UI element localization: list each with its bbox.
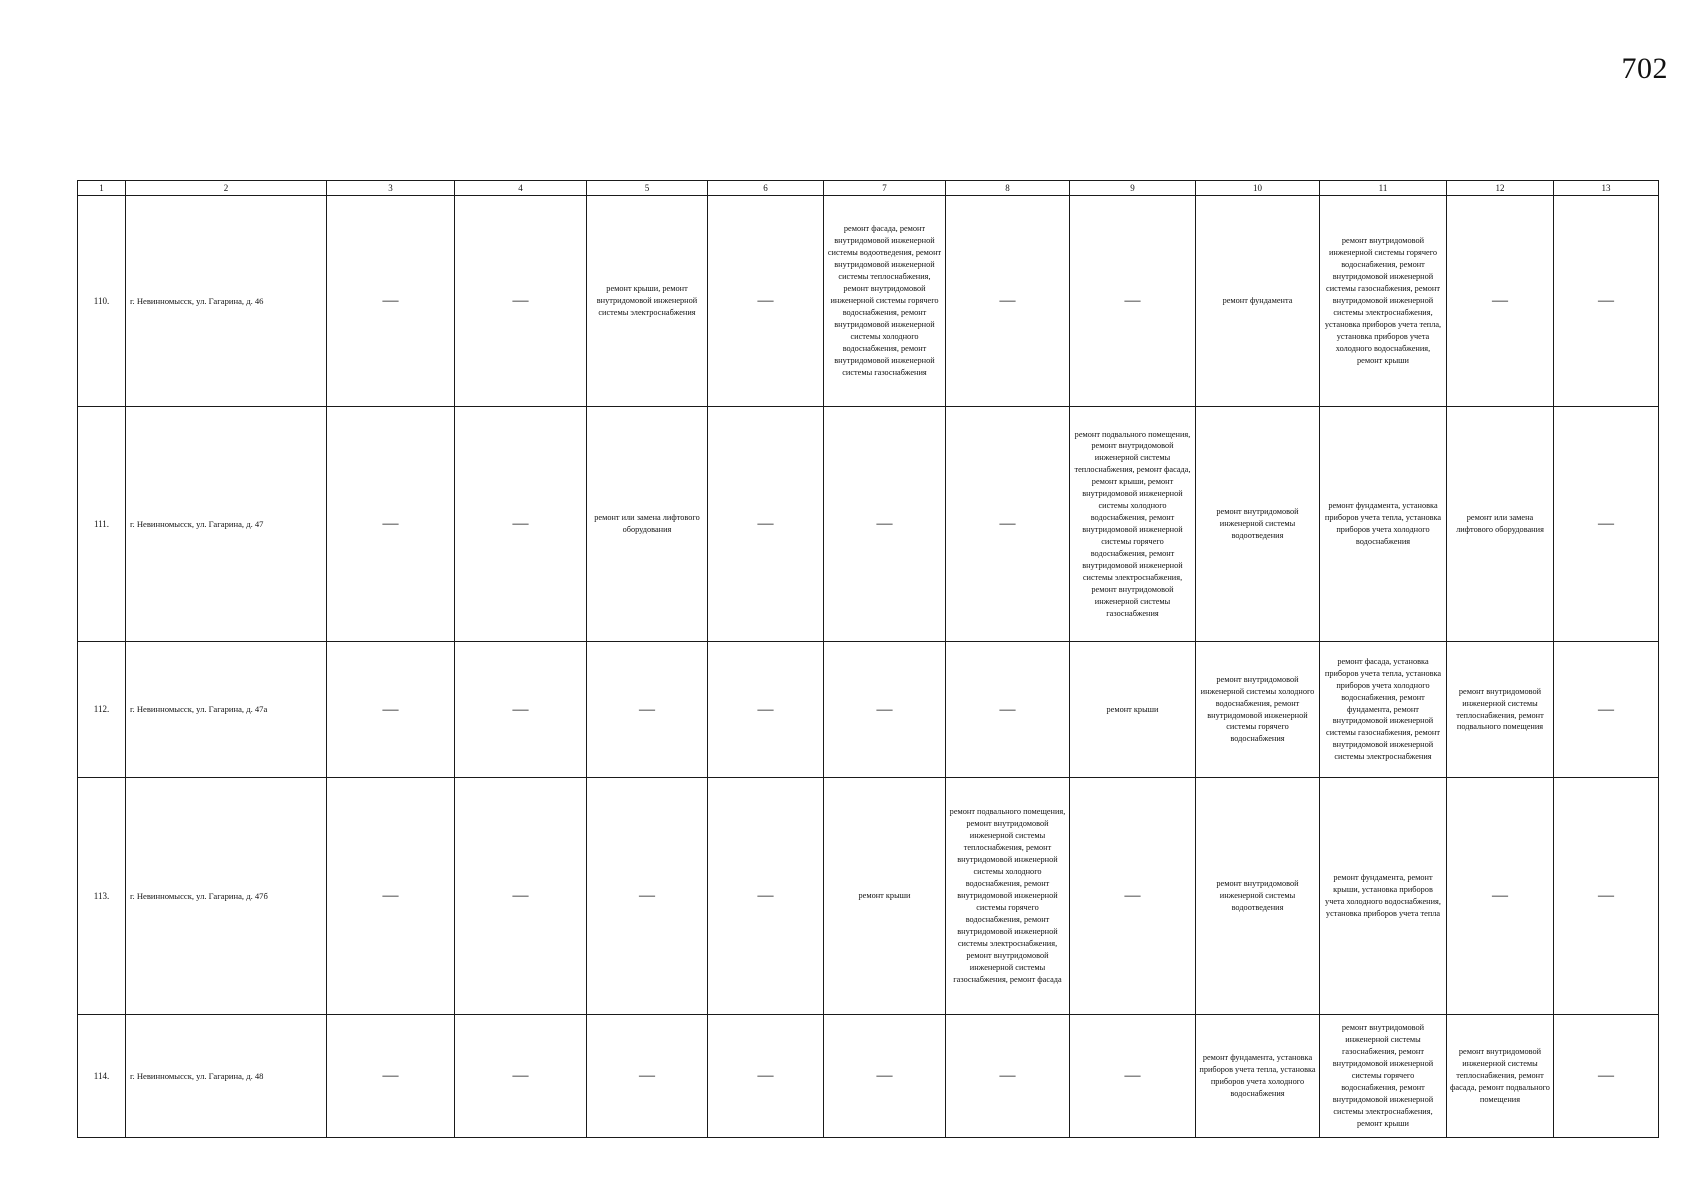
- table-cell: —: [1070, 778, 1196, 1015]
- table-cell: ремонт фундамента, установка приборов учета тепла, установка приборов учета холодного водоснабжения: [1196, 1015, 1320, 1138]
- row-number: 110.: [78, 196, 126, 407]
- column-number: 7: [824, 181, 946, 196]
- table-cell: —: [587, 1015, 708, 1138]
- row-number: 111.: [78, 407, 126, 642]
- column-number: 8: [946, 181, 1070, 196]
- table-cell: —: [946, 196, 1070, 407]
- column-number: 11: [1320, 181, 1447, 196]
- table-cell: ремонт фундамента, установка приборов учета тепла, установка приборов учета холодного водоснабжения: [1320, 407, 1447, 642]
- table-cell: —: [327, 1015, 455, 1138]
- table-cell: ремонт внутридомовой инженерной системы теплоснабжения, ремонт фасада, ремонт подвального помещения: [1447, 1015, 1554, 1138]
- table-cell: —: [1554, 196, 1659, 407]
- table-row: [78, 642, 1659, 778]
- table-cell: —: [708, 642, 824, 778]
- column-number: 3: [327, 181, 455, 196]
- row-address: г. Невинномысск, ул. Гагарина, д. 47а: [126, 642, 327, 778]
- table-cell: —: [1070, 1015, 1196, 1138]
- table-row: [78, 778, 1659, 1015]
- column-number: 2: [126, 181, 327, 196]
- table-row: [78, 196, 1659, 407]
- table-cell: ремонт внутридомовой инженерной системы водоотведения: [1196, 778, 1320, 1015]
- row-address: г. Невинномысск, ул. Гагарина, д. 46: [126, 196, 327, 407]
- table-cell: ремонт крыши: [824, 778, 946, 1015]
- table-cell: —: [946, 1015, 1070, 1138]
- table-cell: ремонт внутридомовой инженерной системы холодного водоснабжения, ремонт внутридомовой инженерной системы горячего водоснабжения: [1196, 642, 1320, 778]
- table-cell: ремонт подвального помещения, ремонт внутридомовой инженерной системы теплоснабжения, ремонт внутридомовой инженерной системы холодного водоснабжения, ремонт внутридомовой инженерной системы горячего водоснабжения, ремонт внутридомовой инженерной системы электроснабжения, ремонт внутридомовой инженерной системы газоснабжения, ремонт фасада: [946, 778, 1070, 1015]
- table-cell: —: [587, 642, 708, 778]
- table-cell: —: [327, 407, 455, 642]
- table-cell: —: [1554, 1015, 1659, 1138]
- column-number: 6: [708, 181, 824, 196]
- table-cell: —: [455, 642, 587, 778]
- table-cell: —: [946, 642, 1070, 778]
- repair-schedule-table: [77, 180, 1659, 1138]
- column-number: 10: [1196, 181, 1320, 196]
- column-number: 1: [78, 181, 126, 196]
- column-number: 4: [455, 181, 587, 196]
- table-cell: —: [327, 196, 455, 407]
- column-number: 13: [1554, 181, 1659, 196]
- table-cell: —: [455, 196, 587, 407]
- row-address: г. Невинномысск, ул. Гагарина, д. 47б: [126, 778, 327, 1015]
- table-cell: ремонт фундамента: [1196, 196, 1320, 407]
- table-cell: —: [327, 778, 455, 1015]
- table-cell: ремонт внутридомовой инженерной системы газоснабжения, ремонт внутридомовой инженерной системы горячего водоснабжения, ремонт внутридомовой инженерной системы электроснабжения, ремонт крыши: [1320, 1015, 1447, 1138]
- table-cell: ремонт внутридомовой инженерной системы горячего водоснабжения, ремонт внутридомовой инженерной системы газоснабжения, ремонт внутридомовой инженерной системы электроснабжения, установка приборов учета тепла, установка приборов учета холодного водоснабжения, ремонт крыши: [1320, 196, 1447, 407]
- column-number-row: [78, 181, 1659, 196]
- table-cell: —: [587, 778, 708, 1015]
- table-cell: ремонт подвального помещения, ремонт внутридомовой инженерной системы теплоснабжения, ремонт фасада, ремонт крыши, ремонт внутридомовой инженерной системы холодного водоснабжения, ремонт внутридомовой инженерной системы горячего водоснабжения, ремонт внутридомовой инженерной системы электроснабжения, ремонт внутридомовой инженерной системы газоснабжения: [1070, 407, 1196, 642]
- table-cell: —: [1554, 642, 1659, 778]
- table-cell: —: [708, 407, 824, 642]
- table-cell: —: [1447, 196, 1554, 407]
- table-cell: —: [327, 642, 455, 778]
- table-cell: ремонт внутридомовой инженерной системы водоотведения: [1196, 407, 1320, 642]
- table-cell: —: [1070, 196, 1196, 407]
- table-cell: —: [708, 196, 824, 407]
- table-cell: —: [1554, 407, 1659, 642]
- row-address: г. Невинномысск, ул. Гагарина, д. 47: [126, 407, 327, 642]
- table-cell: —: [824, 407, 946, 642]
- table-cell: ремонт фасада, ремонт внутридомовой инженерной системы водоотведения, ремонт внутридомовой инженерной системы теплоснабжения, ремонт внутридомовой инженерной системы горячего водоснабжения, ремонт внутридомовой инженерной системы холодного водоснабжения, ремонт внутридомовой инженерной системы газоснабжения: [824, 196, 946, 407]
- table-cell: —: [824, 1015, 946, 1138]
- table-cell: —: [946, 407, 1070, 642]
- column-number: 9: [1070, 181, 1196, 196]
- table-cell: —: [1447, 778, 1554, 1015]
- table-cell: —: [455, 778, 587, 1015]
- table-cell: ремонт фундамента, ремонт крыши, установка приборов учета холодного водоснабжения, установка приборов учета тепла: [1320, 778, 1447, 1015]
- table-cell: —: [1554, 778, 1659, 1015]
- table-cell: —: [708, 778, 824, 1015]
- table-cell: —: [708, 1015, 824, 1138]
- table-cell: ремонт фасада, установка приборов учета тепла, установка приборов учета холодного водоснабжения, ремонт фундамента, ремонт внутридомовой инженерной системы газоснабжения, ремонт внутридомовой инженерной системы электроснабжения: [1320, 642, 1447, 778]
- table-cell: ремонт или замена лифтового оборудования: [587, 407, 708, 642]
- table-cell: —: [455, 1015, 587, 1138]
- table-row: [78, 407, 1659, 642]
- column-number: 12: [1447, 181, 1554, 196]
- row-number: 113.: [78, 778, 126, 1015]
- table-cell: ремонт внутридомовой инженерной системы теплоснабжения, ремонт подвального помещения: [1447, 642, 1554, 778]
- table-cell: ремонт крыши: [1070, 642, 1196, 778]
- page-number: 702: [1621, 52, 1668, 85]
- table-cell: —: [455, 407, 587, 642]
- row-number: 112.: [78, 642, 126, 778]
- table-row: [78, 1015, 1659, 1138]
- row-address: г. Невинномысск, ул. Гагарина, д. 48: [126, 1015, 327, 1138]
- table-cell: ремонт крыши, ремонт внутридомовой инженерной системы электроснабжения: [587, 196, 708, 407]
- row-number: 114.: [78, 1015, 126, 1138]
- table-cell: ремонт или замена лифтового оборудования: [1447, 407, 1554, 642]
- table-cell: —: [824, 642, 946, 778]
- column-number: 5: [587, 181, 708, 196]
